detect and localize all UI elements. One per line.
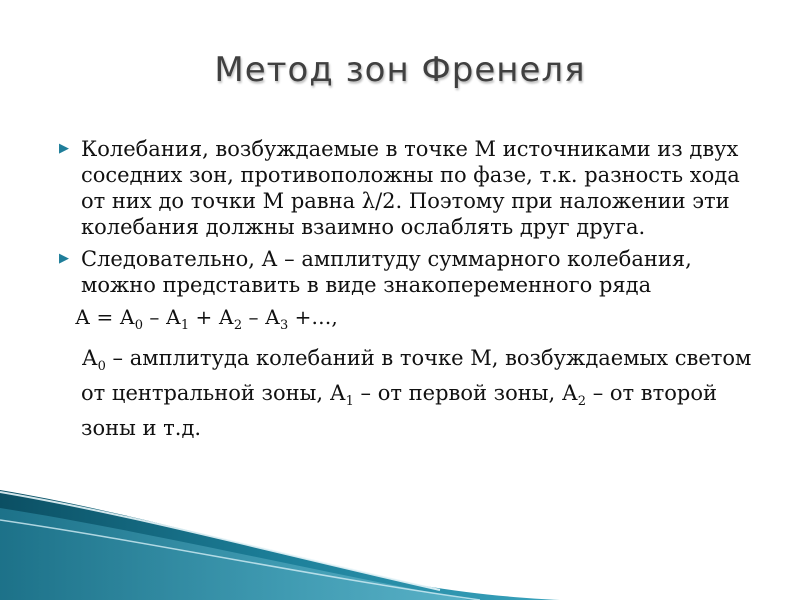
slide-content xyxy=(55,136,760,441)
series-formula: $А = А_0 - А_1 + А_2 - А_3$ +…, xyxy=(75,305,338,333)
bullet-text: Колебания, возбуждаемые в точке М источниками из двух соседних зон, противоположны по фазе, т.к. разность хода от них до точки М равна λ/2. Поэтому при наложении эти колебания должны взаимно ослаблять друг друга. xyxy=(81,137,740,239)
bullet-item xyxy=(55,136,760,240)
decorative-wave xyxy=(0,490,800,600)
bullet-arrow-icon: ▶ xyxy=(59,141,69,156)
bullet-arrow-icon: ▶ xyxy=(59,251,69,266)
slide-title: Метод зон Френеля xyxy=(214,50,586,90)
amplitude-note: $А_0$ – амплитуда колебаний в точке М, возбуждаемых светом от центральной зоны, $А_1$ – от первой зоны, $А_2$ – от второй зоны и т.д. xyxy=(81,346,752,441)
bullet-item xyxy=(55,246,760,298)
bullet-text: Следовательно, А – амплитуду суммарного колебания, можно представить в виде знакопеременного ряда xyxy=(81,247,692,297)
